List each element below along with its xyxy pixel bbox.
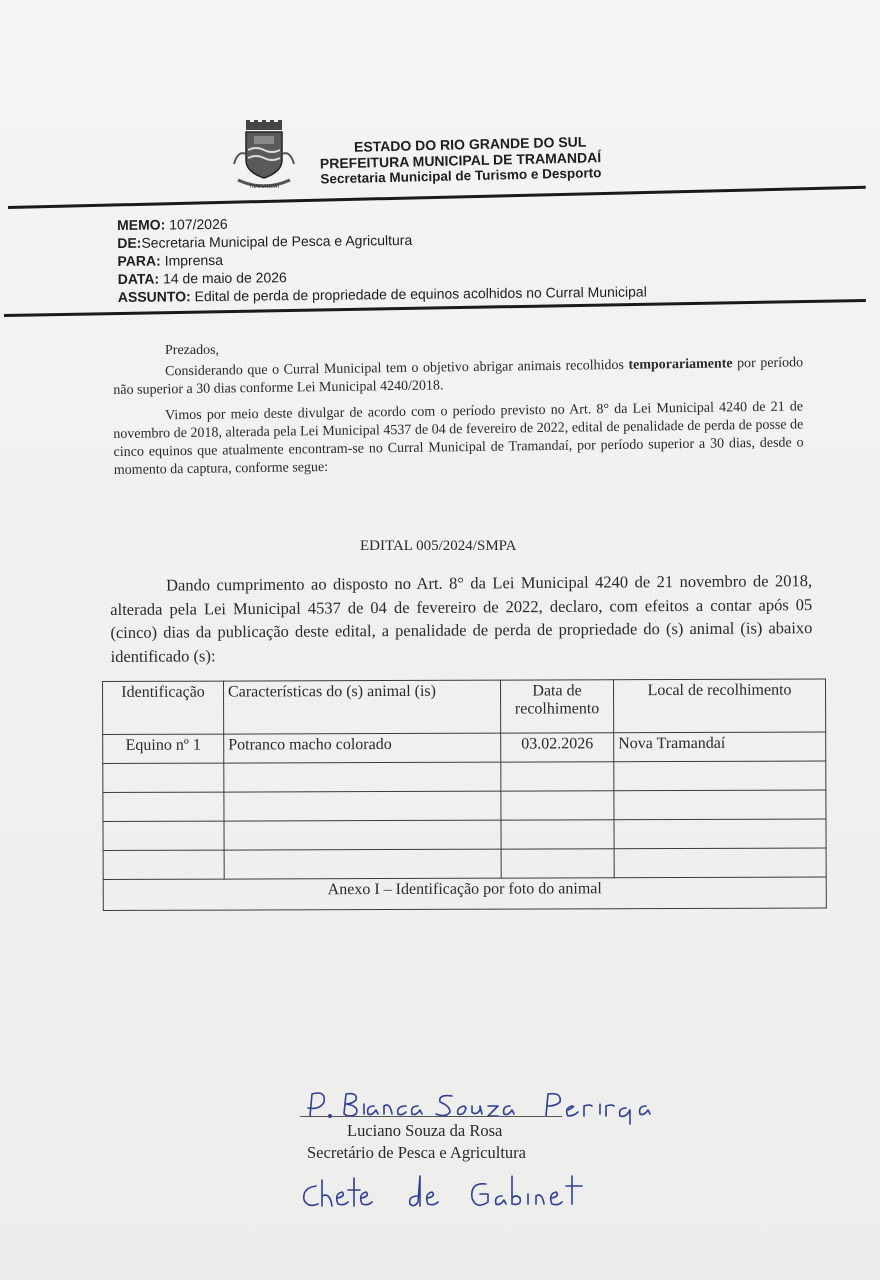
edital-title: EDITAL 005/2024/SMPA <box>360 538 517 554</box>
animals-table <box>102 678 827 911</box>
annex-caption: Anexo I – Identificação por foto do animal <box>103 877 826 911</box>
cell-characteristics <box>224 791 501 821</box>
paragraph-notice: Vimos por meio deste divulgar de acordo com o período previsto no Art. 8° da Lei Municipal 4240 de 21 de novembro de 2018, alterada pela Lei Municipal 4537 de 04 de fevereiro de 2022, edital de penalidade de perda de posse de cinco equinos que atualmente encontram-se no Curral Municipal de Tramandaí, por período superior a 30 dias, desde o momento da captura, conforme segue: <box>113 399 804 478</box>
cell-collection-date: 03.02.2026 <box>501 733 614 762</box>
memo-line-from: DE:Secretaria Municipal de Pesca e Agricultura <box>117 231 413 251</box>
municipal-crest-icon <box>232 120 296 192</box>
table-annex-row <box>103 877 826 911</box>
emphasis-temporariamente: temporariamente <box>628 356 733 373</box>
cell-collection-date <box>501 849 614 878</box>
column-header-characteristics: Características do (s) animal (is) <box>224 680 501 734</box>
column-header-identification: Identificação <box>103 681 224 734</box>
column-header-collection-date: Data de recolhimento <box>500 680 613 733</box>
cell-characteristics <box>224 820 501 850</box>
table-row <box>103 819 826 851</box>
cell-collection-date <box>501 820 614 849</box>
cell-collection-date <box>501 762 614 791</box>
cell-identification <box>103 850 224 879</box>
cell-identification: Equino nº 1 <box>103 734 224 763</box>
signature-line <box>300 1116 562 1117</box>
edital-text: Dando cumprimento ao disposto no Art. 8° da Lei Municipal 4240 de 21 novembro de 2018, alterada pela Lei Municipal 4537 de 04 de fevereiro de 2022, declaro, com efeitos a contar após 05 (cinco) dias da publicação deste edital, a penalidade de perda de propriedade do (s) animal (is) abaixo identificado (s): <box>110 571 813 666</box>
letterhead-city-hall: PREFEITURA MUNICIPAL DE TRAMANDAÍ <box>319 149 602 172</box>
svg-text:TRAMANDAÍ: TRAMANDAÍ <box>249 184 279 190</box>
cell-collection-place <box>614 819 826 849</box>
memo-block <box>117 210 647 306</box>
cell-collection-place <box>614 848 826 878</box>
table-row <box>103 761 826 793</box>
cell-identification <box>103 821 224 850</box>
cell-characteristics: Potranco macho colorado <box>224 733 501 763</box>
header-rule-top <box>8 186 866 209</box>
handwritten-note <box>300 1170 600 1216</box>
table-header-row <box>103 679 826 735</box>
letterhead <box>300 133 621 188</box>
cell-collection-place <box>614 790 826 820</box>
letterhead-state: ESTADO DO RIO GRANDE DO SUL <box>353 133 587 155</box>
memo-line-number: MEMO: 107/2026 <box>117 215 228 233</box>
table-row <box>103 848 826 880</box>
cell-characteristics <box>224 849 501 879</box>
cell-collection-place: Nova Tramandaí <box>614 732 826 762</box>
column-header-collection-place: Local de recolhimento <box>613 679 825 733</box>
memo-line-to: PARA: Imprensa <box>117 251 224 269</box>
cell-characteristics <box>224 762 501 792</box>
letterhead-secretariat: Secretaria Municipal de Turismo e Desporto <box>320 165 602 187</box>
signer-name: Luciano Souza da Rosa <box>347 1121 503 1140</box>
paragraph-intro: Considerando que o Curral Municipal tem o objetivo abrigar animais recolhidos temporariamente por período não superior a 30 dias conforme Lei Municipal 4240/2018. <box>113 355 804 398</box>
table-row <box>103 732 826 764</box>
signer-role: Secretário de Pesca e Agricultura <box>307 1143 526 1162</box>
memo-line-subject: ASSUNTO: Edital de perda de propriedade de equinos acolhidos no Curral Municipal <box>117 283 647 305</box>
cell-identification <box>103 763 224 792</box>
cell-identification <box>103 792 224 821</box>
greeting: Prezados, <box>165 343 220 358</box>
cell-collection-place <box>614 761 826 791</box>
memo-line-date: DATA: 14 de maio de 2026 <box>117 269 287 287</box>
table-row <box>103 790 826 822</box>
cell-collection-date <box>501 791 614 820</box>
